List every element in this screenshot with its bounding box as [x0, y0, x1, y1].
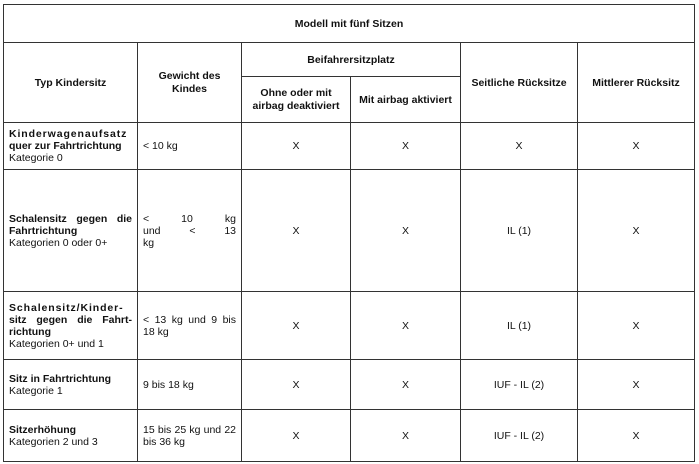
type-category: Kategorien 0 oder 0+ [9, 236, 108, 249]
cell-side-rear: X [461, 123, 578, 170]
cell-weight: < 13 kg und 9 bis 18 kg [138, 292, 242, 360]
table-row [4, 292, 695, 360]
type-name-line: Fahrtrichtung [9, 224, 78, 237]
type-name-line: Sitz in Fahrtrichtung [9, 372, 112, 385]
cell-airbag-on: X [351, 360, 461, 410]
cell-type [4, 170, 138, 292]
type-category: Kategorien 2 und 3 [9, 435, 98, 448]
cell-weight: < 10 kg [138, 123, 242, 170]
type-name-line: sitz gegen die Fahrt- [9, 313, 132, 326]
cell-middle-rear: X [578, 410, 695, 462]
cell-airbag-on: X [351, 292, 461, 360]
cell-type [4, 292, 138, 360]
type-name-line: Kinderwagenaufsatz [9, 128, 128, 140]
cell-type [4, 410, 138, 462]
cell-airbag-on: X [351, 410, 461, 462]
type-category: Kategorie 1 [9, 384, 63, 397]
header-airbag-off: Ohne oder mit airbag deaktiviert [242, 77, 351, 123]
cell-weight: 9 bis 18 kg [138, 360, 242, 410]
cell-middle-rear: X [578, 360, 695, 410]
cell-middle-rear: X [578, 292, 695, 360]
type-name-line: Schalensitz/Kinder- [9, 301, 124, 314]
cell-middle-rear: X [578, 170, 695, 292]
cell-weight: 15 bis 25 kg und 22 bis 36 kg [138, 410, 242, 462]
cell-middle-rear: X [578, 123, 695, 170]
header-passenger: Beifahrersitzplatz [242, 43, 461, 77]
type-category: Kategorie 0 [9, 152, 63, 164]
cell-side-rear: IL (1) [461, 170, 578, 292]
cell-airbag-off: X [242, 410, 351, 462]
cell-type [4, 360, 138, 410]
header-middle-rear: Mittlerer Rücksitz [578, 43, 695, 123]
seat-compatibility-table [3, 4, 695, 462]
table-row [4, 123, 695, 170]
cell-airbag-on: X [351, 170, 461, 292]
header-side-rear: Seitliche Rücksitze [461, 43, 578, 123]
cell-weight: < 10 kg und < 13 kg [138, 170, 242, 292]
type-name-line: quer zur Fahrtrichtung [9, 140, 122, 152]
cell-airbag-off: X [242, 360, 351, 410]
header-airbag-on: Mit airbag aktiviert [351, 77, 461, 123]
type-name-line: Sitzerhöhung [9, 423, 77, 436]
table-row [4, 360, 695, 410]
cell-airbag-on: X [351, 123, 461, 170]
cell-airbag-off: X [242, 292, 351, 360]
cell-side-rear: IL (1) [461, 292, 578, 360]
type-name-line: Schalensitz gegen die [9, 212, 132, 225]
cell-side-rear: IUF - IL (2) [461, 360, 578, 410]
header-type: Typ Kindersitz [4, 43, 138, 123]
cell-airbag-off: X [242, 123, 351, 170]
cell-type [4, 123, 138, 170]
table-row [4, 170, 695, 292]
type-category: Kategorien 0+ und 1 [9, 337, 104, 350]
table-title: Modell mit fünf Sitzen [4, 5, 695, 43]
cell-side-rear: IUF - IL (2) [461, 410, 578, 462]
table-row [4, 410, 695, 462]
cell-airbag-off: X [242, 170, 351, 292]
seat-compatibility-table-wrapper [3, 4, 695, 462]
header-weight: Gewicht des Kindes [138, 43, 242, 123]
type-name-line: richtung [9, 325, 51, 338]
